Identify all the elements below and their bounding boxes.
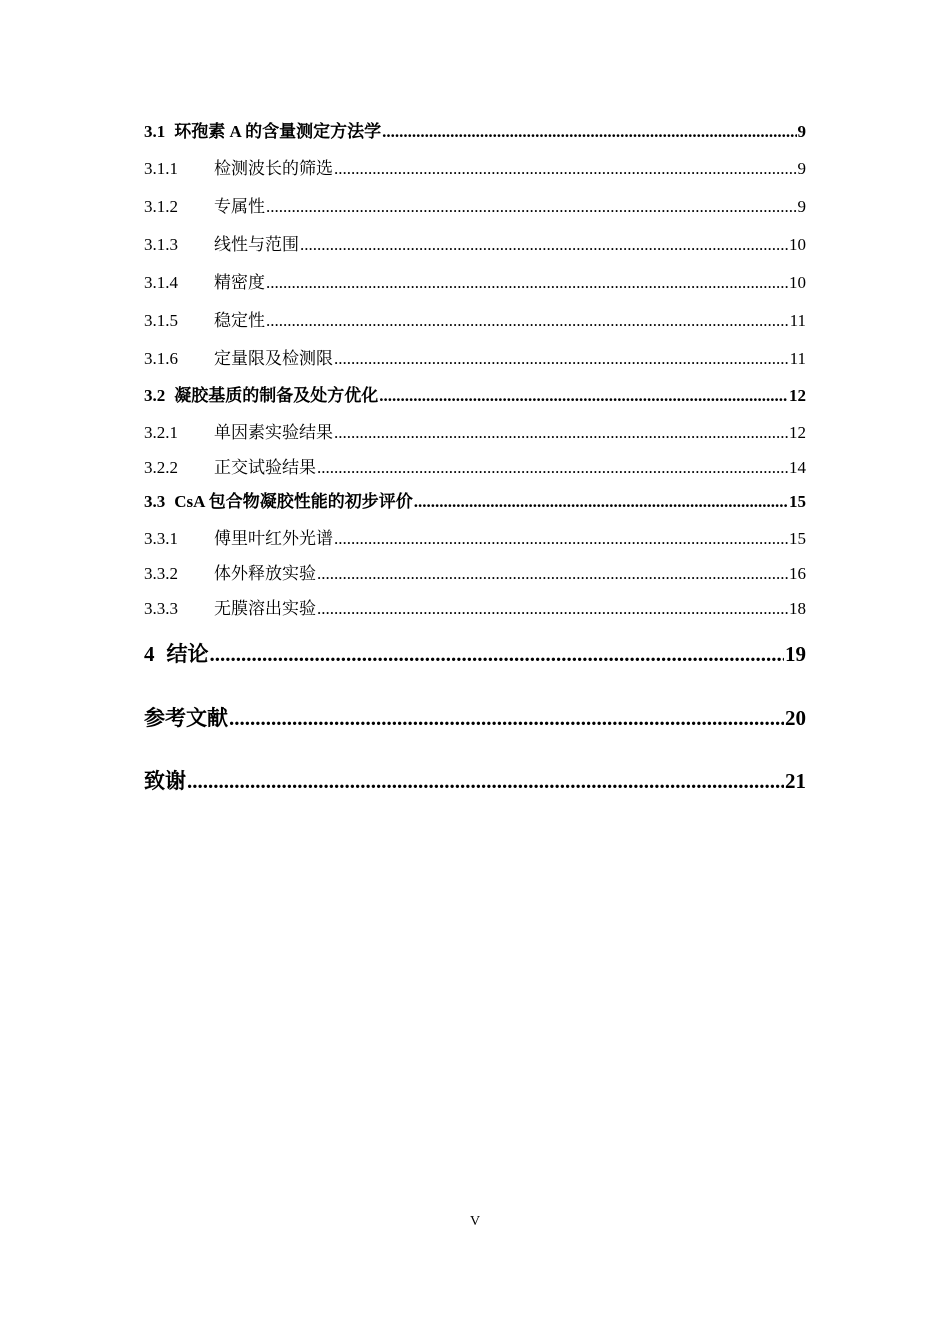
toc-entry-3-3-3[interactable] <box>144 594 806 619</box>
toc-entry-references[interactable] <box>144 702 806 732</box>
toc-entry-page: 16 <box>789 564 806 583</box>
toc-entry-3-1-6[interactable] <box>144 344 806 369</box>
toc-entry-3-2[interactable] <box>144 381 806 406</box>
toc-entry-number: 3.1.5 <box>144 311 178 330</box>
toc-entry-3-1[interactable] <box>144 117 806 142</box>
toc-entry-3-1-3[interactable] <box>144 230 806 255</box>
toc-entry-number: 3.3.3 <box>144 599 178 618</box>
toc-entry-title: 致谢 <box>144 769 186 793</box>
toc-entry-page: 20 <box>785 706 806 730</box>
toc-entry-page: 15 <box>789 492 806 511</box>
toc-entry-3-1-5[interactable] <box>144 306 806 331</box>
toc-entry-page: 11 <box>789 311 806 330</box>
dot-leader <box>317 458 788 478</box>
dot-leader <box>334 159 797 179</box>
toc-entry-title: 单因素实验结果 <box>214 423 333 442</box>
dot-leader <box>187 769 784 794</box>
toc-entry-3-3-1[interactable] <box>144 524 806 549</box>
dot-leader <box>266 273 788 293</box>
toc-entry-title: 无膜溶出实验 <box>214 599 316 618</box>
page-number: V <box>469 1214 481 1229</box>
toc-entry-number: 3.2 <box>144 386 166 405</box>
toc-entry-title: 环孢素 A 的含量测定方法学 <box>174 122 382 141</box>
toc-entry-title: 凝胶基质的制备及处方优化 <box>174 386 379 405</box>
dot-leader <box>229 706 784 731</box>
toc-entry-3-3-2[interactable] <box>144 559 806 584</box>
dot-leader <box>379 386 788 406</box>
toc-entry-number: 3.3.2 <box>144 564 178 583</box>
toc-entry-page: 19 <box>785 642 806 666</box>
dot-leader <box>334 423 788 443</box>
dot-leader <box>266 197 797 217</box>
toc-entry-3-1-2[interactable] <box>144 192 806 217</box>
toc-entry-title: 参考文献 <box>144 706 228 730</box>
toc-entry-title: 傅里叶红外光谱 <box>214 529 333 548</box>
toc-entry-number: 4 <box>144 642 155 666</box>
dot-leader <box>334 349 789 369</box>
toc-entry-title: 结论 <box>166 642 209 666</box>
toc-entry-page: 10 <box>789 273 806 292</box>
toc-entry-page: 12 <box>789 386 806 405</box>
toc-entry-3-2-1[interactable] <box>144 418 806 443</box>
toc-entry-page: 18 <box>789 599 806 618</box>
dot-leader <box>300 235 788 255</box>
toc-entry-number: 3.3.1 <box>144 529 178 548</box>
toc-entry-page: 9 <box>797 197 806 216</box>
toc-entry-title: 检测波长的筛选 <box>214 159 333 178</box>
dot-leader <box>317 564 788 584</box>
toc-entry-title: 稳定性 <box>214 311 265 330</box>
toc-entry-number: 3.2.2 <box>144 458 178 477</box>
toc-entry-title: 线性与范围 <box>214 235 299 254</box>
toc-entry-page: 10 <box>789 235 806 254</box>
toc-entry-acknowledgements[interactable] <box>144 765 806 795</box>
toc-entry-title: 专属性 <box>214 197 265 216</box>
toc-entry-page: 15 <box>789 529 806 548</box>
toc-entry-number: 3.1.2 <box>144 197 178 216</box>
toc-entry-page: 14 <box>789 458 806 477</box>
toc-entry-number: 3.1.3 <box>144 235 178 254</box>
dot-leader <box>382 122 796 142</box>
dot-leader <box>317 599 788 619</box>
toc-entry-number: 3.1.1 <box>144 159 178 178</box>
dot-leader <box>414 492 788 512</box>
toc-entry-3-1-1[interactable] <box>144 154 806 179</box>
toc-entry-3-2-2[interactable] <box>144 453 806 478</box>
toc-entry-page: 12 <box>789 423 806 442</box>
toc-entry-page: 21 <box>785 769 806 793</box>
toc-entry-page: 11 <box>789 349 806 368</box>
toc-entry-number: 3.1 <box>144 122 166 141</box>
dot-leader <box>266 311 789 331</box>
toc-entry-number: 3.2.1 <box>144 423 178 442</box>
toc-entry-number: 3.1.6 <box>144 349 178 368</box>
toc-entry-number: 3.1.4 <box>144 273 178 292</box>
dot-leader <box>210 642 785 667</box>
toc-entry-4[interactable] <box>144 638 806 668</box>
toc-entry-page: 9 <box>797 159 806 178</box>
toc-entry-title: 体外释放实验 <box>214 564 316 583</box>
toc-entry-title: 正交试验结果 <box>214 458 316 477</box>
toc-entry-number: 3.3 <box>144 492 166 511</box>
toc-entry-title: CsA 包合物凝胶性能的初步评价 <box>174 492 413 511</box>
toc-entry-3-1-4[interactable] <box>144 268 806 293</box>
toc-entry-title: 精密度 <box>214 273 265 292</box>
toc-entry-title: 定量限及检测限 <box>214 349 333 368</box>
dot-leader <box>334 529 788 549</box>
toc-entry-3-3[interactable] <box>144 487 806 512</box>
toc-entry-page: 9 <box>797 122 806 141</box>
